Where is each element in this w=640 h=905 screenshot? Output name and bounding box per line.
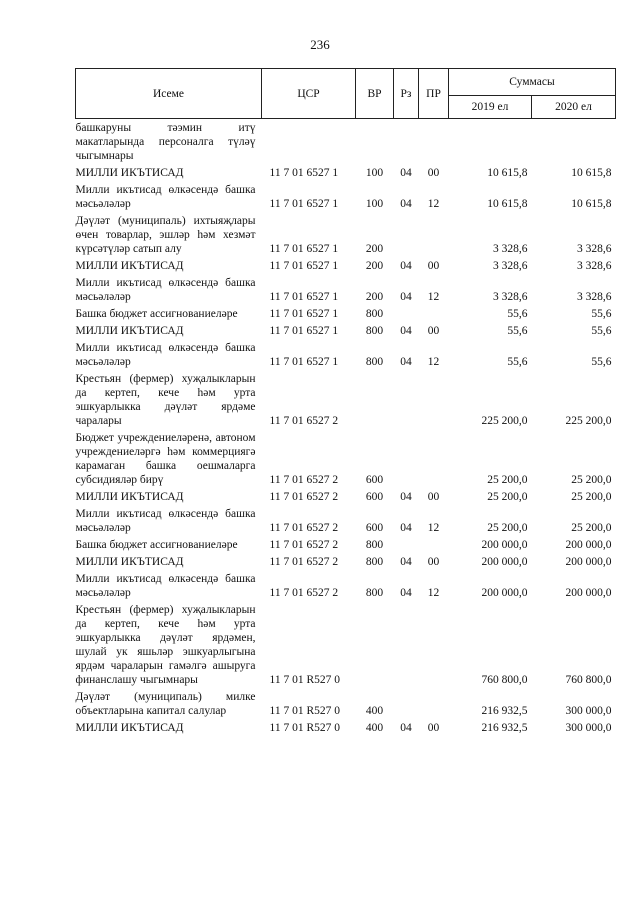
row-csr-code: 11 7 01 6527 1 (269, 243, 339, 255)
row-amount-2020: 55,6 (591, 356, 612, 368)
table-row (76, 553, 616, 570)
row-csr-code: 11 7 01 6527 2 (269, 587, 339, 599)
row-amount-2020: 200 000,0 (565, 539, 612, 551)
row-vr-code: 100 (365, 198, 384, 210)
table-row (76, 322, 616, 339)
row-rz-code (394, 212, 419, 257)
table-row (76, 719, 616, 736)
row-rz-code (394, 688, 419, 719)
row-csr-code (262, 119, 356, 165)
table-row (76, 688, 616, 719)
row-csr-code: 11 7 01 6527 1 (269, 308, 339, 320)
row-name: Дәүләт (муниципаль) милке объектларына капитал салулар (75, 691, 256, 717)
row-amount-2020: 55,6 (591, 325, 612, 337)
row-csr-code: 11 7 01 6527 1 (269, 325, 339, 337)
row-pr-code: 00 (427, 491, 440, 503)
row-pr-code (419, 119, 449, 165)
row-vr-code: 600 (365, 474, 384, 486)
table-row (76, 274, 616, 305)
table-header (76, 69, 616, 119)
row-amount-2019: 55,6 (507, 325, 528, 337)
row-pr-code (419, 601, 449, 688)
table-row (76, 488, 616, 505)
row-rz-code: 04 (400, 167, 412, 179)
row-amount-2019: 25 200,0 (487, 491, 528, 503)
row-vr-code (356, 119, 394, 165)
row-pr-code: 12 (427, 198, 440, 210)
table-row (76, 119, 616, 165)
row-rz-code: 04 (400, 198, 412, 210)
budget-table (75, 68, 616, 736)
row-amount-2019: 760 800,0 (481, 674, 528, 686)
row-pr-code (419, 370, 449, 429)
row-pr-code: 00 (427, 556, 440, 568)
row-vr-code: 400 (365, 705, 384, 717)
row-pr-code: 12 (427, 587, 440, 599)
row-csr-code: 11 7 01 6527 2 (269, 556, 339, 568)
row-amount-2020: 25 200,0 (571, 522, 612, 534)
row-amount-2019: 216 932,5 (481, 722, 528, 734)
row-vr-code: 800 (365, 539, 384, 551)
row-amount-2020: 3 328,6 (577, 243, 612, 255)
row-pr-code: 00 (427, 167, 440, 179)
table-row (76, 164, 616, 181)
row-vr-code: 800 (365, 325, 384, 337)
row-name: Бюджет учреждениеләренә, автоном учреждениеләргә һәм коммерциягә карамаган башка оешмаларга субсидияләр бирү (75, 432, 256, 486)
row-rz-code: 04 (400, 491, 412, 503)
row-rz-code (394, 601, 419, 688)
header-year-2020: 2020 ел (532, 96, 616, 119)
row-pr-code: 00 (427, 722, 440, 734)
row-csr-code: 11 7 01 6527 1 (269, 260, 339, 272)
row-vr-code: 200 (365, 260, 384, 272)
row-vr-code: 200 (365, 243, 384, 255)
row-pr-code: 12 (427, 291, 440, 303)
row-amount-2020: 200 000,0 (565, 587, 612, 599)
header-year-2019: 2019 ел (449, 96, 532, 119)
row-csr-code: 11 7 01 R527 0 (269, 674, 340, 686)
row-amount-2020: 10 615,8 (571, 167, 612, 179)
row-pr-code (419, 212, 449, 257)
row-vr-code: 800 (365, 308, 384, 320)
row-amount-2020: 200 000,0 (565, 556, 612, 568)
row-name: МИЛЛИ ИКЪТИСАД (75, 260, 184, 272)
row-amount-2019: 10 615,8 (487, 167, 528, 179)
row-rz-code: 04 (400, 722, 412, 734)
row-rz-code (394, 119, 419, 165)
row-vr-code (356, 370, 394, 429)
row-csr-code: 11 7 01 6527 2 (269, 415, 339, 427)
row-rz-code: 04 (400, 325, 412, 337)
table-row (76, 505, 616, 536)
row-pr-code: 00 (427, 260, 440, 272)
table-row (76, 429, 616, 488)
row-vr-code: 800 (365, 587, 384, 599)
row-pr-code (419, 305, 449, 322)
row-amount-2019: 3 328,6 (493, 260, 528, 272)
row-pr-code: 12 (427, 356, 440, 368)
row-name: Милли икътисад өлкәсендә башка мәсьәләләр (75, 508, 256, 534)
row-amount-2019: 216 932,5 (481, 705, 528, 717)
row-amount-2019: 3 328,6 (493, 291, 528, 303)
table-row (76, 536, 616, 553)
row-amount-2020: 25 200,0 (571, 474, 612, 486)
row-pr-code (419, 688, 449, 719)
row-name: МИЛЛИ ИКЪТИСАД (75, 556, 184, 568)
header-csr: ЦСР (262, 69, 356, 119)
row-name: Крестьян (фермер) хуҗалыкларын да кертеп, кече һәм урта эшкуарлыкка дәүләт ярдәмен, шулай ук яшьләр эшкуарлыгына ярдәм чараларын гамәлгә ашыруга финанслашу чыгымнары (75, 604, 256, 686)
row-amount-2019 (449, 119, 532, 165)
header-vr: ВР (356, 69, 394, 119)
row-amount-2020: 300 000,0 (565, 722, 612, 734)
row-vr-code: 800 (365, 556, 384, 568)
row-name: Башка бюджет ассигнованиеләре (75, 308, 238, 320)
row-name: Милли икътисад өлкәсендә башка мәсьәләләр (75, 342, 256, 368)
row-vr-code: 400 (365, 722, 384, 734)
row-vr-code: 100 (365, 167, 384, 179)
row-csr-code: 11 7 01 6527 2 (269, 491, 339, 503)
row-amount-2019: 25 200,0 (487, 474, 528, 486)
row-rz-code (394, 429, 419, 488)
row-pr-code (419, 429, 449, 488)
row-csr-code: 11 7 01 6527 1 (269, 198, 339, 210)
header-sums: Суммасы (449, 69, 616, 96)
table-row (76, 305, 616, 322)
row-rz-code (394, 370, 419, 429)
row-amount-2019: 200 000,0 (481, 556, 528, 568)
table-body (76, 119, 616, 737)
row-pr-code: 12 (427, 522, 440, 534)
row-amount-2019: 55,6 (507, 356, 528, 368)
table-row (76, 601, 616, 688)
table-row (76, 181, 616, 212)
row-vr-code: 800 (365, 356, 384, 368)
row-amount-2020: 3 328,6 (577, 291, 612, 303)
row-name: Дәүләт (муниципаль) ихтыяҗлары өчен товарлар, эшләр һәм хезмәт күрсәтүләр сатып алу (75, 215, 256, 255)
row-amount-2019: 225 200,0 (481, 415, 528, 427)
table-row (76, 370, 616, 429)
row-csr-code: 11 7 01 6527 2 (269, 474, 339, 486)
row-amount-2020: 3 328,6 (577, 260, 612, 272)
row-amount-2020 (532, 119, 616, 165)
header-name: Исеме (76, 69, 262, 119)
row-name: Милли икътисад өлкәсендә башка мәсьәләләр (75, 277, 256, 303)
row-csr-code: 11 7 01 6527 1 (269, 356, 339, 368)
row-csr-code: 11 7 01 6527 1 (269, 291, 339, 303)
row-name: Крестьян (фермер) хуҗалыкларын да кертеп, кече һәм урта эшкуарлыкка дәүләт ярдәме чаралары (75, 373, 256, 427)
row-amount-2019: 200 000,0 (481, 539, 528, 551)
row-pr-code (419, 536, 449, 553)
table-row (76, 339, 616, 370)
row-pr-code: 00 (427, 325, 440, 337)
row-name: МИЛЛИ ИКЪТИСАД (75, 167, 184, 179)
row-rz-code (394, 536, 419, 553)
row-name: МИЛЛИ ИКЪТИСАД (75, 491, 184, 503)
row-amount-2019: 55,6 (507, 308, 528, 320)
row-amount-2020: 760 800,0 (565, 674, 612, 686)
row-amount-2020: 10 615,8 (571, 198, 612, 210)
row-amount-2019: 10 615,8 (487, 198, 528, 210)
row-amount-2019: 25 200,0 (487, 522, 528, 534)
row-csr-code: 11 7 01 6527 1 (269, 167, 339, 179)
row-amount-2020: 300 000,0 (565, 705, 612, 717)
row-name: МИЛЛИ ИКЪТИСАД (75, 722, 184, 734)
row-vr-code: 600 (365, 522, 384, 534)
row-csr-code: 11 7 01 R527 0 (269, 705, 340, 717)
row-amount-2020: 25 200,0 (571, 491, 612, 503)
row-name: Башка бюджет ассигнованиеләре (75, 539, 238, 551)
table-row (76, 212, 616, 257)
row-rz-code: 04 (400, 556, 412, 568)
row-csr-code: 11 7 01 6527 2 (269, 522, 339, 534)
table-row (76, 570, 616, 601)
row-name: Милли икътисад өлкәсендә башка мәсьәләләр (75, 184, 256, 210)
header-pr: ПР (419, 69, 449, 119)
row-vr-code: 200 (365, 291, 384, 303)
row-vr-code: 600 (365, 491, 384, 503)
row-rz-code: 04 (400, 356, 412, 368)
row-name: Милли икътисад өлкәсендә башка мәсьәләләр (75, 573, 256, 599)
row-rz-code: 04 (400, 260, 412, 272)
row-vr-code (356, 601, 394, 688)
row-amount-2020: 225 200,0 (565, 415, 612, 427)
row-rz-code: 04 (400, 587, 412, 599)
row-csr-code: 11 7 01 R527 0 (269, 722, 340, 734)
row-amount-2019: 3 328,6 (493, 243, 528, 255)
row-name: МИЛЛИ ИКЪТИСАД (75, 325, 184, 337)
row-name: башкаруны тәэмин итү макатларында персоналга түләү чыгымнары (75, 122, 256, 162)
row-amount-2019: 200 000,0 (481, 587, 528, 599)
row-rz-code: 04 (400, 522, 412, 534)
table-row (76, 257, 616, 274)
row-rz-code: 04 (400, 291, 412, 303)
row-amount-2020: 55,6 (591, 308, 612, 320)
page-number: 236 (310, 37, 330, 52)
header-rz: Рз (394, 69, 419, 119)
row-csr-code: 11 7 01 6527 2 (269, 539, 339, 551)
row-rz-code (394, 305, 419, 322)
